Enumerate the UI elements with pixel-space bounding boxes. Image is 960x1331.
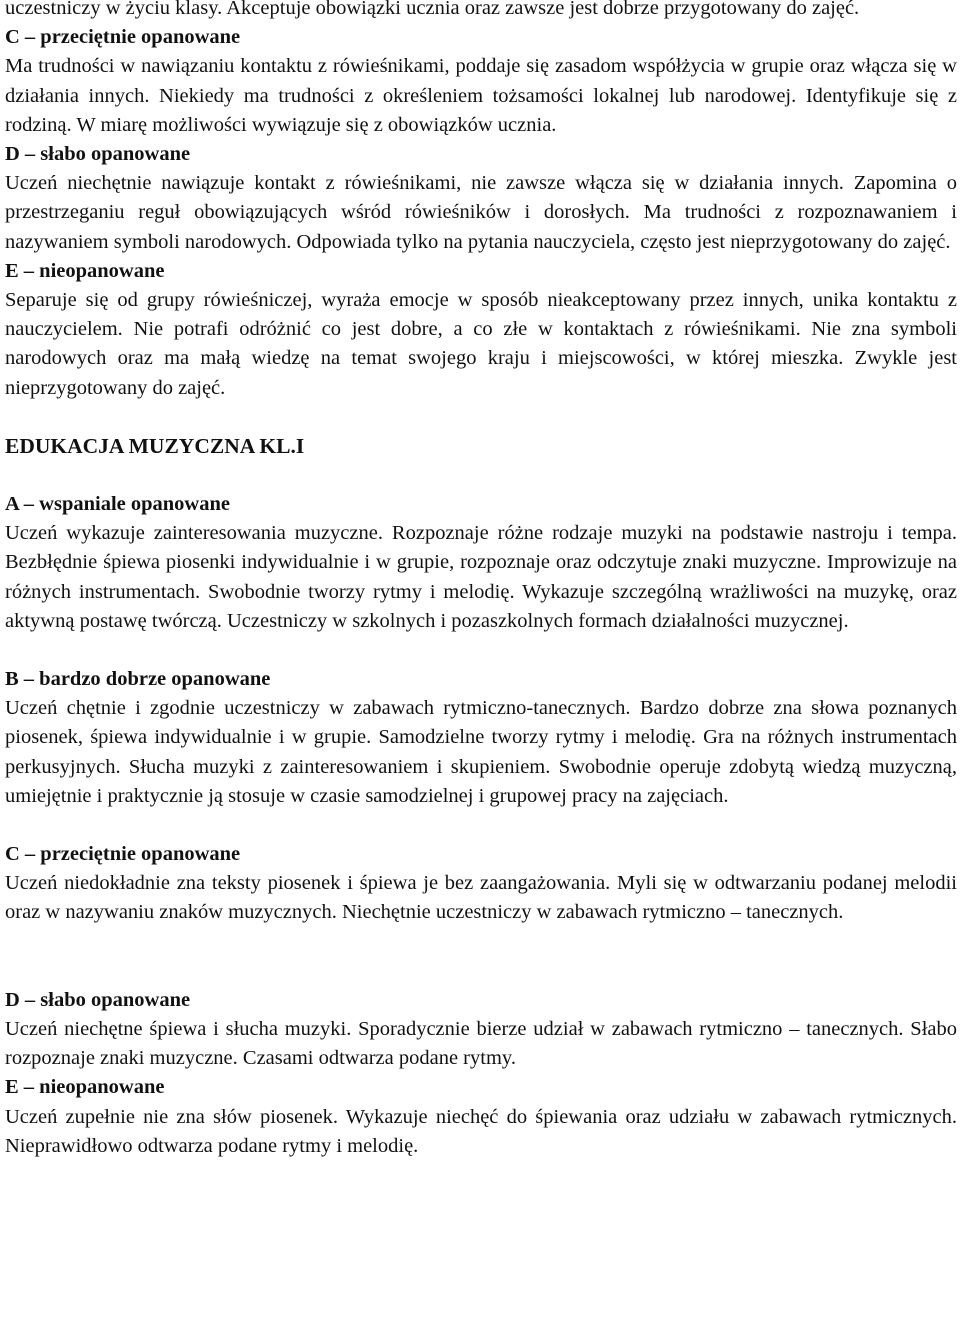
document-page [5,0,957,1161]
spacer [5,811,957,840]
music-grade-b-paragraph: Uczeń chętnie i zgodnie uczestniczy w zabawach rytmiczno-tanecznych. Bardzo dobrze zna słowa poznanych piosenek, śpiewa indywidualnie i w grupie. Samodzielne tworzy rytmy i melodię. Gra na różnych instrumentach perkusyjnych. Słucha muzyki z zainteresowaniem i skupieniem. Swobodnie operuje zdobytą wiedzą muzyczną, umiejętnie i praktycznie ją stosuje w czasie samodzielnej i grupowej pracy na zajęciach. [5,697,957,807]
grade-c-paragraph: Ma trudności w nawiązaniu kontaktu z rówieśnikami, poddaje się zasadom współżycia w grupie oraz włącza się w działania innych. Niekiedy ma trudności z określeniem tożsamości lokalnej lub narodowej. Identyfikuje się z rodziną. W miarę możliwości wywiązuje się z obowiązków ucznia. [5,55,957,136]
spacer [5,403,957,432]
intro-paragraph: uczestniczy w życiu klasy. Akceptuje obowiązki ucznia oraz zawsze jest dobrze przygotowany do zajęć. [5,0,860,19]
music-grade-c-heading: C – przeciętnie opanowane [5,843,241,866]
grade-d-paragraph: Uczeń niechętnie nawiązuje kontakt z rówieśnikami, nie zawsze włącza się w działania innych. Zapomina o przestrzeganiu reguł obowiązujących wśród rówieśników i dorosłych. Ma trudności z rozpoznawaniem i nazywaniem symboli narodowych. Odpowiada tylko na pytania nauczyciela, często jest nieprzygotowany do zajęć. [5,172,957,253]
music-grade-e-paragraph: Uczeń zupełnie nie zna słów piosenek. Wykazuje niechęć do śpiewania oraz udziału w zabawach rytmicznych. Nieprawidłowo odtwarza podane rytmy i melodię. [5,1105,957,1157]
music-grade-a-paragraph: Uczeń wykazuje zainteresowania muzyczne. Rozpoznaje różne rodzaje muzyki na podstawie nastroju i tempa. Bezbłędnie śpiewa piosenki indywidualnie i w grupie, rozpoznaje oraz odczytuje znaki muzyczne. Improwizuje na różnych instrumentach. Swobodnie tworzy rytmy i melodię. Wykazuje szczególną wrażliwości na muzykę, oraz aktywną postawę twórczą. Uczestniczy w szkolnych i pozaszkolnych formach działalności muzycznej. [5,522,957,632]
music-grade-c-paragraph: Uczeń niedokładnie zna teksty piosenek i śpiewa je bez zaangażowania. Myli się w odtwarzaniu podanej melodii oraz w nazywaniu znaków muzycznych. Niechętnie uczestniczy w zabawach rytmiczno – tanecznych. [5,872,957,924]
spacer [5,928,957,986]
grade-c-heading: C – przeciętnie opanowane [5,26,241,49]
music-grade-a-heading: A – wspaniale opanowane [5,493,230,516]
music-grade-b-heading: B – bardzo dobrze opanowane [5,668,271,691]
music-grade-d-paragraph: Uczeń niechętne śpiewa i słucha muzyki. Sporadycznie bierze udział w zabawach rytmiczno – tanecznych. Słabo rozpoznaje znaki muzyczne. Czasami odtwarza podane rytmy. [5,1017,957,1070]
spacer [5,636,957,665]
section-title: EDUKACJA MUZYCZNA KL.I [5,433,305,458]
grade-d-heading: D – słabo opanowane [5,143,191,166]
spacer [5,461,957,490]
music-grade-e-heading: E – nieopanowane [5,1076,165,1099]
grade-e-paragraph: Separuje się od grupy rówieśniczej, wyraża emocje w sposób nieakceptowany przez innych, unika kontaktu z nauczycielem. Nie potrafi odróżnić co jest dobre, a co złe w kontaktach z rówieśnikami. Nie zna symboli narodowych oraz ma małą wiedzę na temat swojego kraju i miejscowości, w której mieszka. Zwykle jest nieprzygotowany do zajęć. [5,289,957,399]
music-grade-d-heading: D – słabo opanowane [5,988,191,1011]
grade-e-heading: E – nieopanowane [5,259,165,282]
